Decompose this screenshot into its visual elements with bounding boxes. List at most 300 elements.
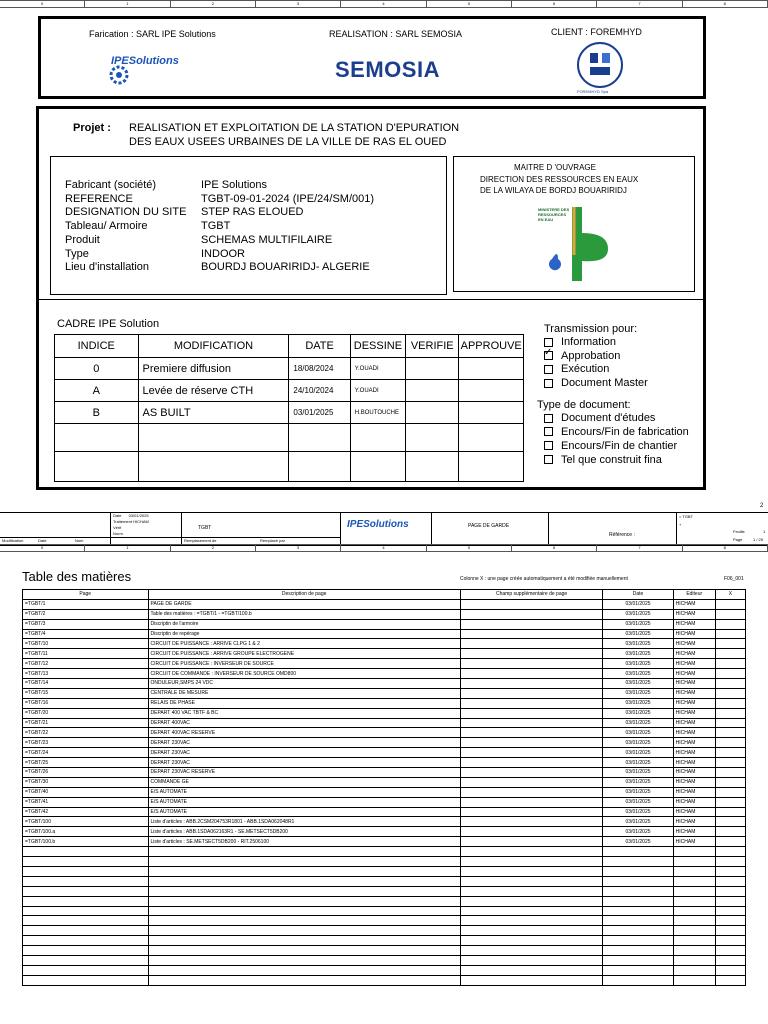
- ruler-tick: 2: [171, 1, 256, 7]
- ruler-tick: 6: [512, 545, 597, 551]
- toc-cell: [715, 708, 745, 718]
- toc-cell: [23, 886, 149, 896]
- toc-cell: [23, 866, 149, 876]
- toc-row[interactable]: [23, 906, 746, 916]
- checkbox-icon[interactable]: [544, 379, 553, 388]
- ruler-tick: 2: [171, 545, 256, 551]
- info-value: INDOOR: [201, 247, 245, 260]
- revision-cell: [459, 452, 524, 482]
- toc-cell: [715, 649, 745, 659]
- toc-cell: HICHAM: [673, 688, 715, 698]
- toc-cell: 03/01/2025: [603, 679, 673, 689]
- toc-cell: [715, 768, 745, 778]
- revision-header: APPROUVE: [459, 335, 524, 358]
- toc-cell: HICHAM: [673, 817, 715, 827]
- toc-cell: HICHAM: [673, 718, 715, 728]
- toc-cell: [715, 659, 745, 669]
- toc-cell: [715, 876, 745, 886]
- toc-cell: [148, 847, 460, 857]
- toc-row[interactable]: [23, 599, 746, 609]
- toc-cell: HICHAM: [673, 698, 715, 708]
- transmission-label: Document Master: [561, 377, 648, 390]
- revision-cell: B: [55, 402, 139, 424]
- toc-row[interactable]: [23, 837, 746, 847]
- toc-cell: [603, 896, 673, 906]
- toc-cell: HICHAM: [673, 609, 715, 619]
- revision-cell: H.BOUTOUCHE: [350, 402, 405, 424]
- toc-cell: Liste d'articles : SE.METSECT5DB200 - RIT.2506100: [148, 837, 460, 847]
- toc-cell: COMMANDE GE: [148, 777, 460, 787]
- owner-line2: DE LA WILAYA DE BORDJ BOUARIRIDJ: [480, 186, 627, 195]
- toc-row[interactable]: [23, 926, 746, 936]
- toc-cell: [603, 926, 673, 936]
- toc-cell: [23, 926, 149, 936]
- revision-cell: AS BUILT: [138, 402, 289, 424]
- doctype-label: Tel que construit fina: [561, 453, 662, 466]
- toc-cell: [715, 718, 745, 728]
- checkbox-icon[interactable]: [544, 441, 553, 450]
- toc-cell: [715, 946, 745, 956]
- toc-cell: [460, 857, 603, 867]
- toc-cell: 03/01/2025: [603, 609, 673, 619]
- toc-cell: =TGBT/24: [23, 748, 149, 758]
- toc-row[interactable]: [23, 817, 746, 827]
- toc-header: Editeur: [673, 590, 715, 600]
- tb-meta: [110, 513, 182, 545]
- toc-cell: [673, 876, 715, 886]
- revision-row: [55, 402, 524, 424]
- toc-row[interactable]: [23, 698, 746, 708]
- toc-cell: [460, 926, 603, 936]
- checkbox-icon[interactable]: [544, 455, 553, 464]
- revision-cell: [459, 402, 524, 424]
- toc-cell: 03/01/2025: [603, 718, 673, 728]
- toc-cell: [460, 698, 603, 708]
- toc-cell: 03/01/2025: [603, 787, 673, 797]
- toc-cell: [23, 936, 149, 946]
- toc-cell: =TGBT/30: [23, 777, 149, 787]
- doctype-label: Document d'études: [561, 412, 656, 424]
- toc-cell: CENTRALE DE MESURE: [148, 688, 460, 698]
- toc-cell: 03/01/2025: [603, 639, 673, 649]
- toc-cell: [715, 669, 745, 679]
- toc-row[interactable]: [23, 659, 746, 669]
- toc-cell: HICHAM: [673, 629, 715, 639]
- transmission-label: Information: [561, 336, 617, 348]
- toc-cell: [460, 817, 603, 827]
- toc-cell: [460, 975, 603, 985]
- top-ruler: [0, 0, 768, 8]
- project-label: Projet :: [73, 122, 111, 134]
- revision-header: MODIFICATION: [138, 335, 289, 358]
- tb-date-label: Date: [113, 513, 122, 518]
- toc-cell: [460, 679, 603, 689]
- toc-row[interactable]: [23, 758, 746, 768]
- toc-row[interactable]: [23, 649, 746, 659]
- revision-cell: [289, 424, 350, 452]
- toc-cell: E/S AUTOMATE: [148, 807, 460, 817]
- toc-cell: [673, 916, 715, 926]
- header-box: [38, 16, 706, 99]
- info-value: IPE Solutions: [201, 179, 268, 191]
- toc-cell: =TGBT/2: [23, 609, 149, 619]
- toc-cell: [23, 965, 149, 975]
- toc-cell: 03/01/2025: [603, 837, 673, 847]
- toc-row[interactable]: [23, 827, 746, 837]
- toc-cell: HICHAM: [673, 679, 715, 689]
- toc-cell: [673, 955, 715, 965]
- toc-cell: 03/01/2025: [603, 669, 673, 679]
- toc-cell: Discriptin de l'armoire: [148, 619, 460, 629]
- toc-row[interactable]: [23, 896, 746, 906]
- ministry-text: MINISTERE DES RESSOURCES EN EAU: [538, 207, 570, 222]
- toc-cell: HICHAM: [673, 768, 715, 778]
- toc-row[interactable]: [23, 688, 746, 698]
- tb-date-val: 03/01/2025: [128, 513, 149, 518]
- doctype-item[interactable]: [544, 426, 689, 440]
- toc-cell: =TGBT/1: [23, 599, 149, 609]
- semosia-logo: SEMOSIA: [335, 57, 440, 82]
- realisation-label: REALISATION : SARL SEMOSIA: [329, 29, 463, 39]
- toc-cell: [715, 857, 745, 867]
- toc-header: Description de page: [148, 590, 460, 600]
- toc-row[interactable]: [23, 609, 746, 619]
- revision-table: [54, 334, 524, 482]
- toc-cell: Liste d'articles : ABB.2CSM204753R1801 - ABB.1SDA062048R1: [148, 817, 460, 827]
- ruler-tick: 0: [0, 545, 85, 551]
- tb-eq-tgbt: = TGBT: [679, 514, 694, 519]
- toc-cell: [603, 847, 673, 857]
- ruler-tick: 4: [341, 545, 426, 551]
- revision-cell: 18/08/2024: [289, 358, 350, 380]
- toc-row[interactable]: [23, 876, 746, 886]
- toc-cell: [148, 955, 460, 965]
- toc-cell: [715, 787, 745, 797]
- owner-box: [453, 156, 695, 292]
- toc-cell: [148, 906, 460, 916]
- toc-cell: =TGBT/26: [23, 768, 149, 778]
- ruler-tick: 5: [427, 545, 512, 551]
- toc-cell: =TGBT/12: [23, 659, 149, 669]
- toc-cell: [460, 599, 603, 609]
- ruler-tick: 3: [256, 545, 341, 551]
- revision-cell: 0: [55, 358, 139, 380]
- toc-cell: HICHAM: [673, 807, 715, 817]
- toc-cell: [715, 827, 745, 837]
- toc-cell: [673, 965, 715, 975]
- toc-cell: [460, 718, 603, 728]
- toc-row[interactable]: [23, 777, 746, 787]
- fabrication-label: Farication : SARL IPE Solutions: [89, 29, 216, 39]
- doctype-title: Type de document:: [537, 399, 631, 411]
- toc-cell: [715, 837, 745, 847]
- toc-cell: 03/01/2025: [603, 768, 673, 778]
- client-label: CLIENT : FOREMHYD: [551, 27, 642, 37]
- toc-cell: [460, 886, 603, 896]
- toc-cell: [715, 758, 745, 768]
- toc-cell: [23, 955, 149, 965]
- revision-cell: [138, 452, 289, 482]
- toc-cell: [460, 955, 603, 965]
- ipe-logo: [107, 49, 177, 89]
- toc-cell: Discriptin de repérage: [148, 629, 460, 639]
- ruler-tick: 1: [85, 1, 170, 7]
- toc-code: F06_001: [724, 576, 744, 582]
- toc-cell: [460, 758, 603, 768]
- toc-cell: HICHAM: [673, 758, 715, 768]
- toc-row[interactable]: [23, 916, 746, 926]
- toc-cell: [460, 688, 603, 698]
- toc-cell: [715, 619, 745, 629]
- toc-cell: 03/01/2025: [603, 817, 673, 827]
- checkbox-icon[interactable]: [544, 338, 553, 347]
- info-value: TGBT: [201, 220, 231, 233]
- toc-cell: =TGBT/11: [23, 649, 149, 659]
- tb-line: [0, 537, 340, 538]
- toc-row[interactable]: [23, 639, 746, 649]
- toc-cell: =TGBT/22: [23, 728, 149, 738]
- info-key: Fabricant (société): [65, 179, 157, 191]
- toc-row[interactable]: [23, 629, 746, 639]
- doctype-label: Encours/Fin de fabrication: [561, 425, 689, 438]
- revision-cell: Levée de réserve CTH: [138, 380, 289, 402]
- toc-cell: 03/01/2025: [603, 777, 673, 787]
- revision-header: DATE: [289, 335, 350, 358]
- transmission-item[interactable]: [544, 350, 648, 364]
- toc-cell: [460, 946, 603, 956]
- revision-cell: [55, 452, 139, 482]
- toc-row[interactable]: [23, 857, 746, 867]
- toc-cell: [673, 926, 715, 936]
- toc-cell: 03/01/2025: [603, 688, 673, 698]
- toc-cell: [460, 896, 603, 906]
- toc-cell: [460, 936, 603, 946]
- toc-cell: [23, 946, 149, 956]
- toc-cell: =TGBT/41: [23, 797, 149, 807]
- project-line2: DES EAUX USEES URBAINES DE LA VILLE DE RAS EL OUED: [129, 136, 447, 148]
- toc-cell: [23, 916, 149, 926]
- info-value: STEP RAS ELOUED: [201, 206, 304, 219]
- toc-row[interactable]: [23, 787, 746, 797]
- toc-cell: [460, 866, 603, 876]
- transmission-item[interactable]: [544, 336, 648, 350]
- tb-feuille-label: Feuille: [733, 529, 745, 534]
- revision-cell: [350, 424, 405, 452]
- toc-cell: =TGBT/100.a: [23, 827, 149, 837]
- tb-page-label: Page: [733, 537, 743, 542]
- checkbox-icon[interactable]: [544, 427, 553, 436]
- toc-cell: [715, 896, 745, 906]
- info-key: Lieu d'installation: [65, 261, 150, 274]
- toc-cell: =TGBT/13: [23, 669, 149, 679]
- toc-cell: 03/01/2025: [603, 649, 673, 659]
- transmission-title: Transmission pour:: [544, 323, 638, 335]
- doctype-label: Encours/Fin de chantier: [561, 439, 678, 452]
- toc-cell: [460, 916, 603, 926]
- info-key: Type: [65, 247, 89, 260]
- toc-cell: [460, 619, 603, 629]
- project-box: [36, 106, 706, 490]
- toc-cell: [460, 629, 603, 639]
- toc-row[interactable]: [23, 718, 746, 728]
- info-key: Tableau/ Armoire: [65, 220, 148, 233]
- toc-cell: [603, 965, 673, 975]
- toc-cell: [673, 936, 715, 946]
- toc-cell: [673, 906, 715, 916]
- toc-row[interactable]: [23, 728, 746, 738]
- toc-cell: [715, 866, 745, 876]
- project-line1: REALISATION ET EXPLOITATION DE LA STATION D'EPURATION: [129, 122, 460, 134]
- toc-cell: =TGBT/14: [23, 679, 149, 689]
- toc-cell: [715, 748, 745, 758]
- toc-cell: [460, 649, 603, 659]
- checkbox-icon[interactable]: [544, 351, 553, 360]
- toc-row[interactable]: [23, 748, 746, 758]
- toc-cell: [715, 639, 745, 649]
- toc-cell: HICHAM: [673, 748, 715, 758]
- toc-cell: [715, 926, 745, 936]
- revision-cell: [406, 424, 459, 452]
- toc-row[interactable]: [23, 679, 746, 689]
- owner-line1: DIRECTION DES RESSOURCES EN EAUX: [480, 175, 639, 184]
- toc-row[interactable]: [23, 946, 746, 956]
- revision-cell: [459, 358, 524, 380]
- toc-cell: =TGBT/20: [23, 708, 149, 718]
- tb-feuille-val: 1: [763, 529, 766, 534]
- toc-cell: [148, 876, 460, 886]
- toc-cell: [715, 955, 745, 965]
- toc-cell: DEPART 230VAC: [148, 738, 460, 748]
- toc-cell: [23, 857, 149, 867]
- toc-cell: [603, 955, 673, 965]
- toc-row[interactable]: [23, 936, 746, 946]
- toc-cell: [460, 748, 603, 758]
- ruler-tick: 3: [256, 1, 341, 7]
- checkbox-icon[interactable]: [544, 414, 553, 423]
- ipe-logo-text: IPESolutions: [111, 55, 179, 67]
- toc-row[interactable]: [23, 965, 746, 975]
- toc-cell: [23, 975, 149, 985]
- toc-row[interactable]: [23, 955, 746, 965]
- tb-tgbt: TGBT: [198, 525, 212, 531]
- ministry-logo: [538, 203, 610, 285]
- ruler-tick: 8: [683, 1, 768, 7]
- toc-cell: [460, 906, 603, 916]
- toc-cell: [603, 906, 673, 916]
- toc-cell: [148, 975, 460, 985]
- toc-cell: [673, 847, 715, 857]
- toc-cell: [603, 975, 673, 985]
- revision-header: DESSINE: [350, 335, 405, 358]
- toc-row[interactable]: [23, 866, 746, 876]
- ruler-tick: 4: [341, 1, 426, 7]
- toc-cell: Table des matières : =TGBT/1 - =TGBT/100.b: [148, 609, 460, 619]
- toc-cell: [460, 837, 603, 847]
- toc-cell: CIRCUIT DE PUISSANCE : INVERSEUR DE SOURCE: [148, 659, 460, 669]
- tb-modif-label: Modification: [2, 538, 24, 543]
- revision-row: [55, 380, 524, 402]
- toc-cell: HICHAM: [673, 619, 715, 629]
- doctype-item[interactable]: [544, 454, 689, 468]
- toc-cell: [715, 698, 745, 708]
- toc-cell: [715, 906, 745, 916]
- revision-row: [55, 358, 524, 380]
- revision-cell: Premiere diffusion: [138, 358, 289, 380]
- cadre-title: CADRE IPE Solution: [57, 318, 160, 330]
- toc-cell: =TGBT/25: [23, 758, 149, 768]
- toc-cell: [460, 847, 603, 857]
- toc-cell: [603, 857, 673, 867]
- checkbox-icon[interactable]: [544, 365, 553, 374]
- revision-header: INDICE: [55, 335, 139, 358]
- doctype-item[interactable]: [544, 440, 689, 454]
- toc-title: Table des matières: [22, 569, 132, 584]
- toc-row[interactable]: [23, 768, 746, 778]
- toc-cell: HICHAM: [673, 659, 715, 669]
- toc-cell: HICHAM: [673, 777, 715, 787]
- toc-cell: =TGBT/4: [23, 629, 149, 639]
- toc-cell: [715, 728, 745, 738]
- toc-cell: CIRCUIT DE COMMANDE : INVERSEUR DE SOURCE OMD800: [148, 669, 460, 679]
- revision-cell: 03/01/2025: [289, 402, 350, 424]
- toc-row[interactable]: [23, 807, 746, 817]
- toc-row[interactable]: [23, 708, 746, 718]
- toc-row[interactable]: [23, 669, 746, 679]
- toc-row[interactable]: [23, 797, 746, 807]
- toc-cell: [460, 609, 603, 619]
- transmission-label: Exécution: [561, 363, 610, 376]
- toc-cell: HICHAM: [673, 837, 715, 847]
- toc-row[interactable]: [23, 619, 746, 629]
- ruler-tick: 7: [597, 545, 682, 551]
- info-key: REFERENCE: [65, 192, 133, 205]
- toc-cell: [715, 965, 745, 975]
- toc-cell: [148, 965, 460, 975]
- transmission-item[interactable]: [544, 377, 648, 391]
- toc-cell: DEPART 400VAC: [148, 718, 460, 728]
- info-key: Produit: [65, 233, 100, 246]
- toc-cell: HICHAM: [673, 728, 715, 738]
- toc-cell: [460, 965, 603, 975]
- ruler-tick: 0: [0, 1, 85, 7]
- toc-cell: =TGBT/15: [23, 688, 149, 698]
- toc-row[interactable]: [23, 738, 746, 748]
- toc-cell: 03/01/2025: [603, 758, 673, 768]
- toc-cell: [715, 679, 745, 689]
- toc-cell: 03/01/2025: [603, 629, 673, 639]
- toc-cell: 03/01/2025: [603, 738, 673, 748]
- toc-cell: [603, 946, 673, 956]
- toc-cell: [715, 797, 745, 807]
- toc-cell: [673, 896, 715, 906]
- toc-row[interactable]: [23, 847, 746, 857]
- toc-cell: DEPART 400 VAC TBTF & BC: [148, 708, 460, 718]
- toc-cell: [23, 906, 149, 916]
- toc-header: Champ supplémentaire de page: [460, 590, 603, 600]
- toc-row[interactable]: [23, 886, 746, 896]
- toc-row[interactable]: [23, 975, 746, 985]
- toc-cell: [673, 866, 715, 876]
- toc-cell: HICHAM: [673, 639, 715, 649]
- toc-cell: HICHAM: [673, 599, 715, 609]
- tb-eq-plus: +: [679, 522, 682, 527]
- toc-cell: 03/01/2025: [603, 619, 673, 629]
- doctype-item[interactable]: [544, 412, 689, 426]
- toc-cell: [715, 847, 745, 857]
- toc-cell: =TGBT/23: [23, 738, 149, 748]
- transmission-item[interactable]: [544, 363, 648, 377]
- toc-header: Date: [603, 590, 673, 600]
